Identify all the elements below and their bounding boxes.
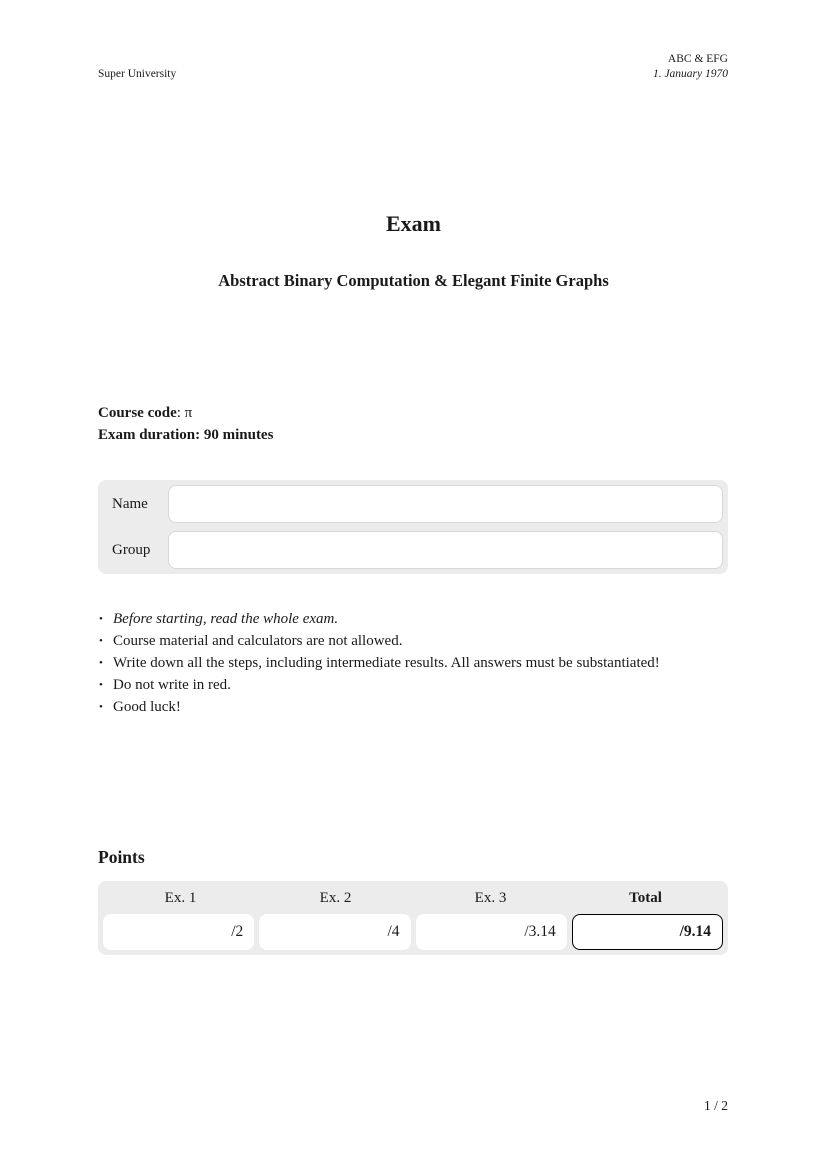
points-table <box>98 881 728 955</box>
exam-date: 1. January 1970 <box>652 68 728 80</box>
group-label: Group <box>112 541 151 558</box>
instruction-text: Course material and calculators are not allowed. <box>113 633 403 649</box>
points-column-header: Ex. 1 <box>164 890 197 906</box>
name-group-panel <box>98 480 728 574</box>
bullet-icon: • <box>99 613 103 625</box>
group-row <box>103 531 723 569</box>
points-cell-ex3 <box>416 914 567 950</box>
list-item <box>98 652 730 674</box>
course-info <box>98 402 273 446</box>
instruction-text: Before starting, read the whole exam. <box>113 611 339 627</box>
points-heading: Points <box>98 847 145 867</box>
list-item <box>98 630 730 652</box>
list-item <box>98 696 730 718</box>
points-cell-ex1 <box>103 914 254 950</box>
points-cell-ex2 <box>259 914 410 950</box>
points-column-header: Ex. 2 <box>319 890 352 906</box>
instruction-text: Do not write in red. <box>113 677 231 693</box>
bullet-icon: • <box>99 635 103 647</box>
bullet-icon: • <box>99 679 103 691</box>
header-right-block <box>653 52 728 82</box>
points-column-header: Ex. 3 <box>474 890 507 906</box>
list-item <box>98 674 730 696</box>
institution-name: Super University <box>98 68 177 80</box>
name-label: Name <box>112 495 148 512</box>
points-total-header: Total <box>629 890 662 906</box>
points-cell-total <box>572 914 723 950</box>
name-input <box>168 485 723 523</box>
page-number: 1 / 2 <box>703 1098 728 1113</box>
course-code-value: : π <box>176 405 193 421</box>
name-row <box>103 485 723 523</box>
document-title: Exam <box>386 211 441 236</box>
document-subtitle: Abstract Binary Computation & Elegant Finite Graphs <box>218 271 609 290</box>
points-total-value: /9.14 <box>679 923 711 940</box>
instruction-text: Write down all the steps, including intermediate results. All answers must be substantiated! <box>113 655 660 671</box>
list-item <box>98 608 730 630</box>
exam-duration-line: Exam duration: 90 minutes <box>98 427 274 443</box>
points-table-value-row <box>103 914 723 950</box>
points-max-value: /4 <box>387 923 400 940</box>
bullet-icon: • <box>99 657 103 669</box>
bullet-icon: • <box>99 701 103 713</box>
points-max-value: /3.14 <box>524 923 556 940</box>
instruction-text: Good luck! <box>113 699 181 715</box>
page-header <box>98 52 728 82</box>
group-input <box>168 531 723 569</box>
points-max-value: /2 <box>231 923 244 940</box>
course-code-label: Course code <box>98 405 177 421</box>
points-table-header-row <box>103 886 723 911</box>
course-code-line <box>98 402 273 424</box>
instruction-list <box>98 608 730 718</box>
course-abbreviation: ABC & EFG <box>667 53 728 65</box>
